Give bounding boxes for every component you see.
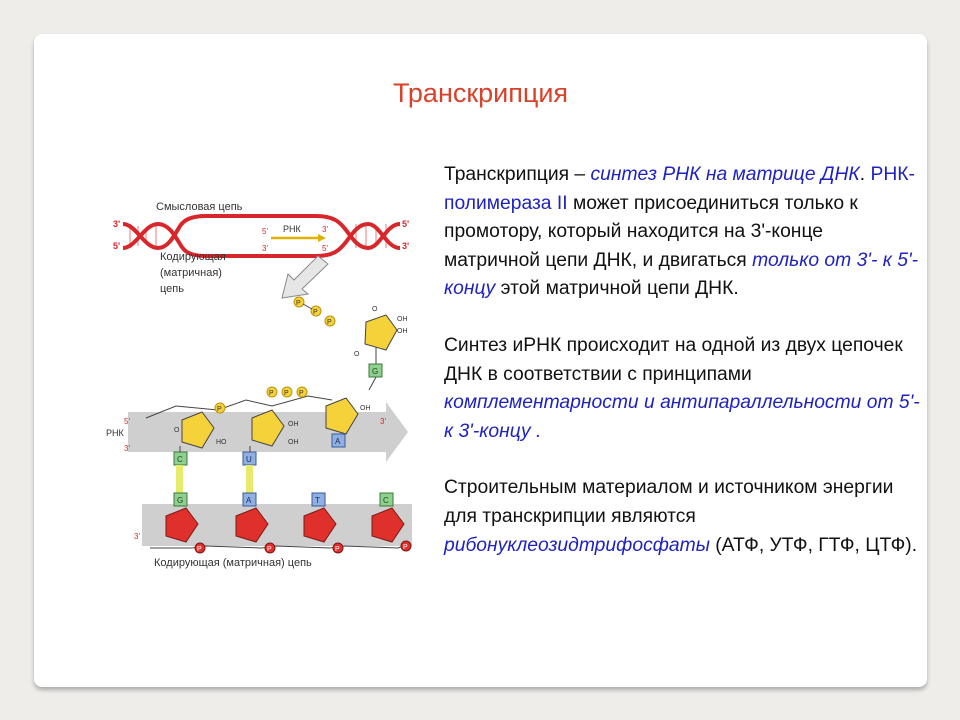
- dna-phosphate-1: P: [197, 546, 202, 553]
- slide: [34, 34, 927, 687]
- dna-base-3: T: [315, 496, 320, 505]
- dna-base-4: C: [383, 496, 389, 505]
- rna-sugar1-o: O: [174, 427, 180, 434]
- rna-label: РНК: [106, 428, 124, 438]
- free-base-g: G: [372, 367, 379, 376]
- rna-phosphate-3: P: [284, 390, 289, 397]
- paragraph-1: [444, 161, 924, 304]
- rna-base-3: A: [335, 437, 341, 446]
- helix-inner-3: 3': [262, 244, 268, 253]
- helix-inner-5-bottom: 5': [322, 244, 328, 253]
- paragraph-1-segment: .: [859, 164, 871, 185]
- paragraph-1-segment: Транскрипция –: [444, 164, 591, 185]
- dna-phosphate-4: P: [403, 544, 408, 551]
- free-phosphate-3: P: [327, 319, 332, 326]
- slide-title: Транскрипция: [392, 78, 569, 108]
- coding-label-line-3: цепь: [160, 283, 184, 295]
- rna-sugar3-oh: OH: [360, 405, 371, 412]
- paragraph-2-segment: Синтез иРНК происходит на одной из двух цепочек ДНК в соответствии с принципами: [444, 334, 903, 385]
- rna-base-1: C: [177, 455, 183, 464]
- dna-helix: [113, 201, 409, 295]
- helix-right-3-bottom: 3': [402, 241, 410, 251]
- rna-phosphate-1: P: [217, 406, 222, 413]
- dna-base-2: A: [246, 496, 252, 505]
- paragraph-1-segment: только от 3'- к 5'-концу: [444, 249, 919, 300]
- paragraph-3-segment: (АТФ, УТФ, ГТФ, ЦТФ).: [709, 534, 918, 556]
- paragraph-3: [444, 474, 924, 560]
- rna-base-2: U: [246, 455, 252, 464]
- coding-label-line-1: Кодирующая: [160, 251, 226, 263]
- helix-rna-label: РНК: [283, 224, 301, 234]
- free-phosphate-2: P: [313, 309, 318, 316]
- paragraph-1-segment: РНК-полимераза II: [444, 164, 915, 214]
- rna-sugar1-ho: HO: [216, 439, 227, 446]
- helix-right-5-top: 5': [402, 219, 410, 229]
- coding-label-line-2: (матричная): [160, 267, 222, 279]
- helix-inner-5: 5': [262, 227, 268, 236]
- rna-strand: [106, 387, 408, 465]
- paragraph-2: [444, 332, 924, 446]
- slide-text: [444, 161, 924, 588]
- rna-phosphate-4: P: [299, 390, 304, 397]
- free-oh-2: OH: [397, 328, 408, 335]
- free-oh-1: OH: [397, 316, 408, 323]
- rna-right-3-end: 3': [380, 417, 386, 426]
- paragraph-1-segment: этой матричной цепи ДНК.: [495, 278, 739, 300]
- rna-3-end: 3': [124, 444, 130, 453]
- zoom-arrow: [282, 256, 328, 298]
- helix-left-5-bottom: 5': [113, 241, 121, 251]
- dna-base-1: G: [177, 496, 184, 505]
- rna-5-end: 5': [124, 417, 130, 426]
- dna-phosphate-2: P: [267, 546, 272, 553]
- bottom-caption: Кодирующая (матричная) цепь: [154, 557, 312, 569]
- transcription-diagram: [96, 194, 426, 584]
- free-phosphate-1: P: [296, 300, 301, 307]
- free-nucleotide: [294, 297, 408, 390]
- rna-sugar2-oh-2: OH: [288, 439, 299, 446]
- paragraph-3-segment: рибонуклеозидтрифосфаты: [444, 534, 710, 556]
- rna-sugar2-oh-1: OH: [288, 421, 299, 428]
- helix-left-3-top: 3': [113, 219, 121, 229]
- rna-phosphate-2: P: [269, 390, 274, 397]
- paragraph-2-segment: комплементарности и антипараллельности от 5'- к 3'-концу .: [444, 392, 920, 442]
- base-pair-links: [176, 465, 253, 493]
- sense-strand-label: Смысловая цепь: [156, 201, 243, 213]
- free-sugar-o: O: [372, 306, 378, 313]
- paragraph-1-segment: может присоединиться только к промотору, который находится на 3'-конце матричной цепи ДНК, и двигаться: [444, 192, 858, 271]
- dna-phosphate-3: P: [335, 546, 340, 553]
- helix-inner-3-top: 3': [322, 225, 328, 234]
- dna-3-end: 3': [134, 532, 140, 541]
- paragraph-3-segment: Строительным материалом и источником энергии для транскрипции являются: [444, 477, 894, 527]
- paragraph-1-segment: синтез РНК на матрице ДНК: [590, 164, 860, 185]
- free-ring-o: O: [354, 351, 360, 358]
- dna-template-strand: [134, 493, 412, 569]
